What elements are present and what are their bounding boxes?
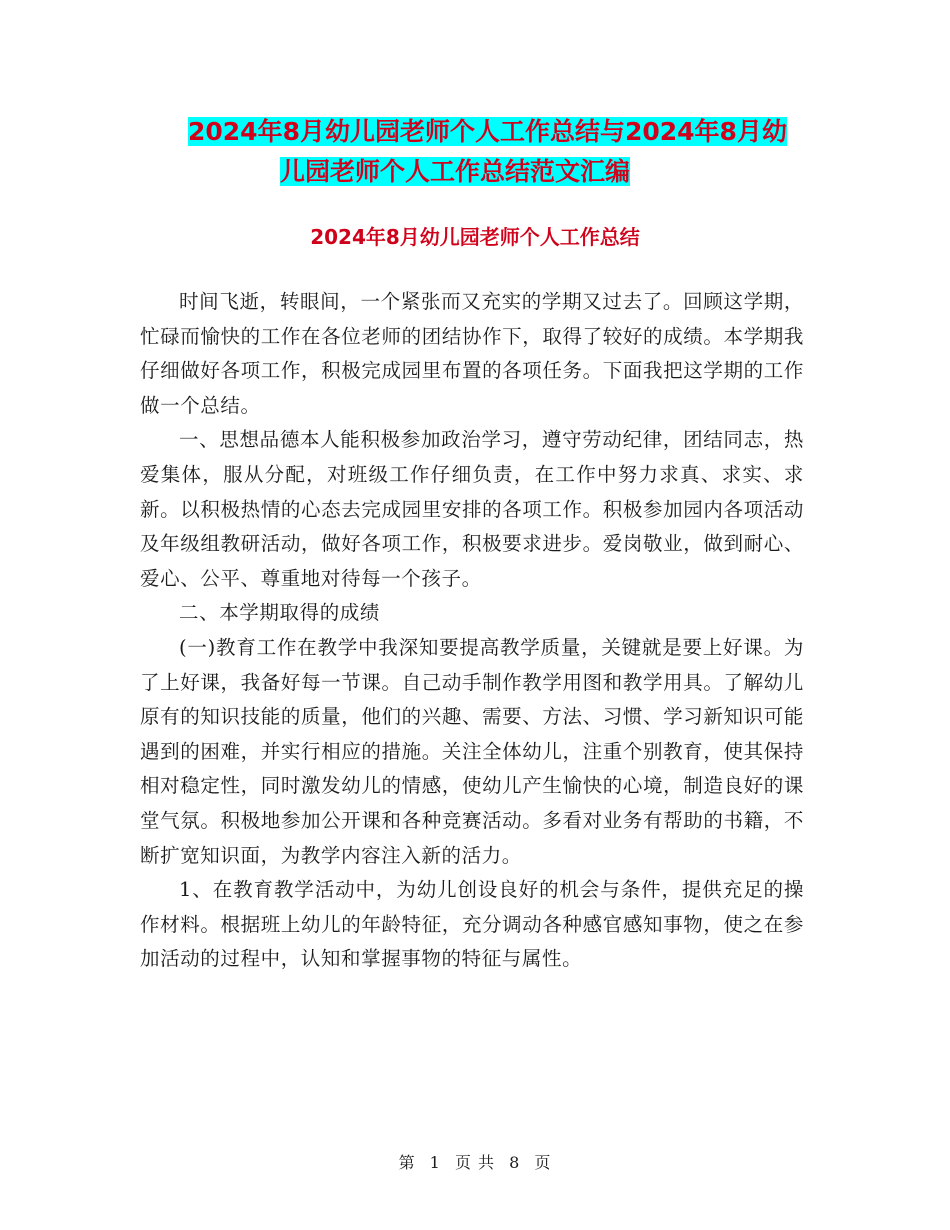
main-title-line-1 bbox=[140, 112, 810, 152]
paragraph: 二、本学期取得的成绩 bbox=[179, 601, 381, 625]
footer-total-pages: 8 bbox=[509, 1153, 521, 1172]
footer-middle: 页 共 bbox=[454, 1153, 496, 1172]
paragraph: (一)教育工作在教学中我深知要提高教学质量，关键就是要上好课。为了上好课，我备好每一节课。自己动手制作教学用图和教学用具。了解幼儿原有的知识技能的质量，他们的兴趣、需要、方法、习惯、学习新知识可能遇到的困难，并实行相应的措施。关注全体幼儿，注重个别教育，使其保持相对稳定性，同时激发幼儿的情感，使幼儿产生愉快的心境，制造良好的课堂气氛。积极地参加公开课和各种竞赛活动。多看对业务有帮助的书籍，不断扩宽知识面，为教学内容注入新的活力。 bbox=[140, 635, 804, 867]
paragraph: 一、思想品德本人能积极参加政治学习，遵守劳动纪律，团结同志，热爱集体，服从分配，对班级工作仔细负责，在工作中努力求真、求实、求新。以积极热情的心态去完成园里安排的各项工作。积极参加园内各项活动及年级组教研活动，做好各项工作，积极要求进步。爱岗敬业，做到耐心、爱心、公平、尊重地对待每一个孩子。 bbox=[140, 428, 804, 590]
page-footer bbox=[0, 1150, 950, 1173]
footer-suffix: 页 bbox=[534, 1153, 552, 1172]
paragraph: 1、在教育教学活动中，为幼儿创设良好的机会与条件，提供充足的操作材料。根据班上幼儿的年龄特征，充分调动各种感官感知事物，使之在参加活动的过程中，认知和掌握事物的特征与属性。 bbox=[140, 878, 804, 971]
section-title: 2024年8月幼儿园老师个人工作总结 bbox=[310, 225, 640, 249]
footer-current-page: 1 bbox=[429, 1153, 441, 1172]
main-title bbox=[140, 112, 810, 192]
footer-prefix: 第 bbox=[398, 1153, 416, 1172]
main-title-line-2 bbox=[140, 152, 810, 192]
body-content bbox=[140, 285, 804, 977]
main-title-line-1-text: 2024年8月幼儿园老师个人工作总结与2024年8月幼 bbox=[188, 117, 787, 146]
main-title-line-2-text: 儿园老师个人工作总结范文汇编 bbox=[280, 157, 631, 186]
paragraph: 时间飞逝，转眼间，一个紧张而又充实的学期又过去了。回顾这学期，忙碌而愉快的工作在各位老师的团结协作下，取得了较好的成绩。本学期我仔细做好各项工作，积极完成园里布置的各项任务。下面我把这学期的工作做一个总结。 bbox=[140, 290, 804, 417]
